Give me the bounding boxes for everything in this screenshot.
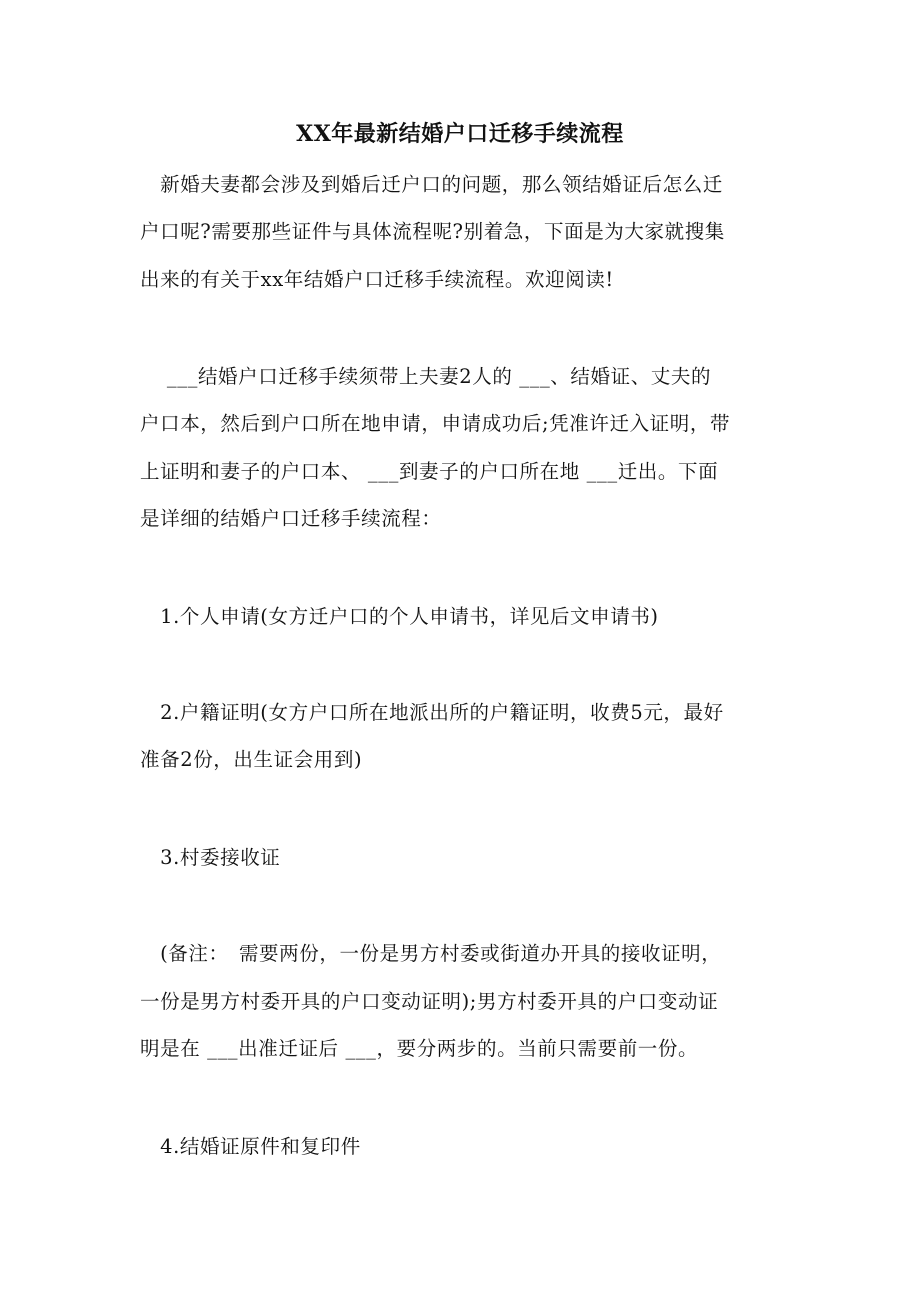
- list-item: 4.结婚证原件和复印件: [140, 1135, 361, 1158]
- paragraph-line: 出来的有关于xx年结婚户口迁移手续流程。欢迎阅读!: [140, 268, 614, 291]
- list-item: 2.户籍证明(女方户口所在地派出所的户籍证明，收费5元，最好: [140, 701, 724, 724]
- paragraph-line: 准备2份，出生证会用到): [140, 748, 363, 771]
- list-item: 3.村委接收证: [140, 846, 281, 869]
- note-line: 一份是男方村委开具的户口变动证明);男方村委开具的户口变动证: [140, 990, 719, 1013]
- paragraph-line: 是详细的结婚户口迁移手续流程：: [140, 507, 442, 530]
- paragraph-line: ___结婚户口迁移手续须带上夫妻2人的 ___、结婚证、丈夫的: [140, 365, 712, 388]
- note-line: (备注： 需要两份，一份是男方村委或街道办开具的接收证明，: [140, 942, 722, 965]
- paragraph-line: 上证明和妻子的户口本、 ___到妻子的户口所在地 ___迁出。下面: [140, 460, 719, 483]
- list-item: 1.个人申请(女方迁户口的个人申请书，详见后文申请书): [140, 605, 659, 628]
- note-line: 明是在 ___出准迁证后 ___，要分两步的。当前只需要前一份。: [140, 1037, 699, 1060]
- document-title: XX年最新结婚户口迁移手续流程: [296, 121, 624, 147]
- paragraph-line: 户口本，然后到户口所在地申请，申请成功后;凭准许迁入证明，带: [140, 412, 731, 435]
- paragraph-line: 新婚夫妻都会涉及到婚后迁户口的问题，那么领结婚证后怎么迁: [140, 173, 723, 196]
- paragraph-line: 户口呢?需要那些证件与具体流程呢?别着急，下面是为大家就搜集: [140, 220, 725, 243]
